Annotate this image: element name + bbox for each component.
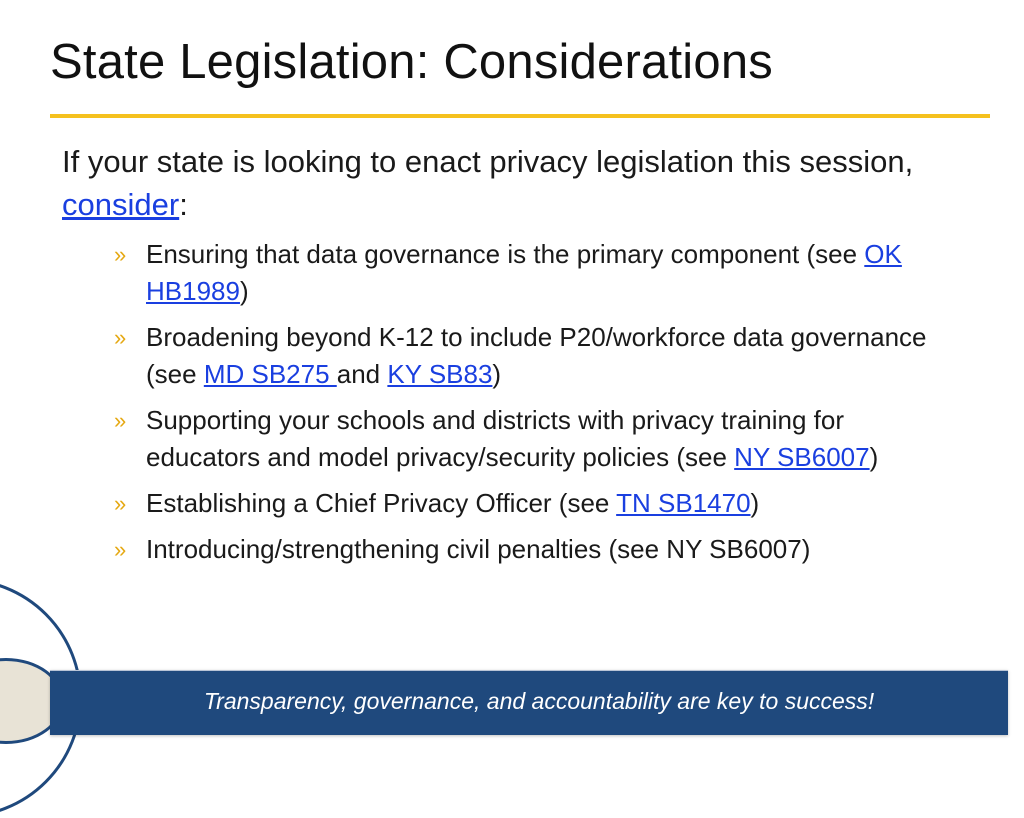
bullet-marker-icon: » — [114, 242, 127, 267]
consider-link[interactable]: consider — [62, 187, 180, 222]
slide-title: State Legislation: Considerations — [50, 35, 773, 89]
bullet-text-end: ) — [492, 359, 502, 389]
tn-sb1470-link[interactable]: TN SB1470 — [616, 488, 751, 518]
intro-text: If your state is looking to enact privacy legislation this session, — [62, 144, 914, 179]
bullet-text: Supporting your schools and districts with privacy training for educators and model privacy/security policies (see — [146, 405, 844, 472]
ok-hb1989-link[interactable]: OK HB1989 — [146, 239, 902, 306]
bullet-text: Ensuring that data governance is the primary component (see — [146, 239, 865, 269]
title-underline-rule — [50, 114, 990, 118]
footer-banner — [50, 670, 1008, 735]
bullet-marker-icon: » — [114, 491, 127, 516]
bullet-text-between: and — [336, 359, 388, 389]
intro-colon: : — [179, 187, 188, 222]
list-item-chief-privacy-officer — [114, 485, 934, 522]
footer-tagline: Transparency, governance, and accountability are key to success! — [203, 688, 875, 714]
considerations-list — [114, 236, 934, 577]
list-item-privacy-training — [114, 402, 934, 476]
list-item-p20-workforce — [114, 319, 934, 393]
list-item-civil-penalties — [114, 531, 934, 568]
bullet-marker-icon: » — [114, 408, 127, 433]
bullet-marker-icon: » — [114, 325, 127, 350]
md-sb275-link[interactable]: MD SB275 — [203, 359, 337, 389]
bullet-text-end: ) — [869, 442, 879, 472]
list-item-data-governance — [114, 236, 934, 310]
bullet-marker-icon: » — [114, 537, 127, 562]
bullet-text-end: ) — [239, 276, 249, 306]
intro-paragraph — [62, 140, 962, 226]
ny-sb6007-link[interactable]: NY SB6007 — [734, 442, 870, 472]
ky-sb83-link[interactable]: KY SB83 — [387, 359, 493, 389]
bullet-text: Broadening beyond K-12 to include P20/workforce data governance (see — [146, 322, 927, 389]
bullet-text: Establishing a Chief Privacy Officer (see — [146, 488, 617, 518]
bullet-text: Introducing/strengthening civil penalties (see NY SB6007) — [146, 534, 811, 564]
bullet-text-end: ) — [750, 488, 760, 518]
